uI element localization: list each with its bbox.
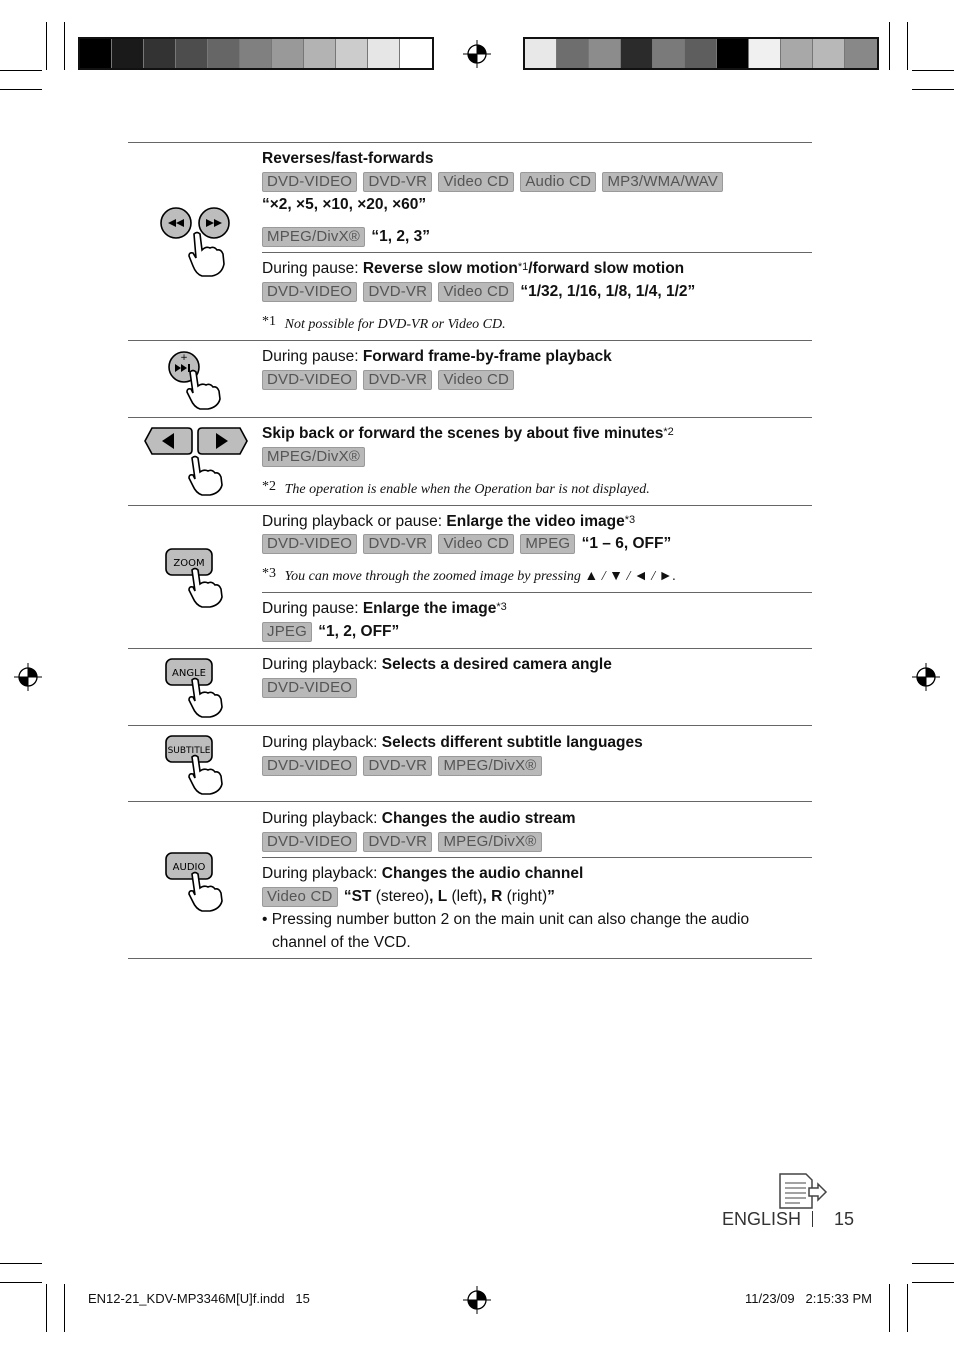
tag-dvd-vr: DVD-VR [363, 282, 432, 302]
color-swatch [208, 39, 240, 68]
subtitle-button-label: SUBTITLE [167, 746, 211, 756]
registration-mark-icon [463, 1286, 491, 1314]
frame-advance-button-icon [164, 348, 230, 410]
footnote-text: Not possible for DVD-VR or Video CD. [284, 317, 506, 332]
color-swatch [144, 39, 176, 68]
table-sub-rule [262, 252, 812, 253]
table-rule [128, 505, 812, 506]
color-swatch [813, 39, 845, 68]
left-right-arrow-buttons-icon [144, 426, 248, 496]
table-sub-rule [262, 592, 812, 593]
format-tags [262, 534, 671, 554]
color-swatch [621, 39, 653, 68]
color-swatch [717, 39, 749, 68]
footnote-ref: *3 [624, 514, 636, 526]
footer-divider [812, 1211, 813, 1227]
color-swatch [272, 39, 304, 68]
color-swatch [653, 39, 685, 68]
color-swatch [749, 39, 781, 68]
tag-dvd-vr: DVD-VR [363, 534, 432, 554]
channel-values [262, 887, 555, 907]
tag-video-cd: Video CD [262, 887, 338, 907]
color-calibration-bar-left [78, 37, 434, 70]
tag-video-cd: Video CD [438, 282, 514, 302]
crop-mark [889, 22, 890, 70]
crop-mark [912, 70, 954, 71]
value-right: (right) [502, 888, 548, 905]
row-description [262, 655, 612, 675]
zoom-button-icon [164, 546, 230, 608]
tag-audio-cd: Audio CD [520, 172, 596, 192]
tag-dvd-vr: DVD-VR [363, 370, 432, 390]
bullet-note-continued: channel of the VCD. [272, 934, 411, 951]
row-title: Forward frame-by-frame playback [362, 348, 612, 365]
color-swatch [781, 39, 813, 68]
pause-description [262, 259, 684, 279]
crop-mark [912, 1263, 954, 1264]
footnote-index: *1 [262, 314, 276, 329]
zoom-values: “1 – 6, OFF” [581, 535, 672, 552]
table-rule [128, 958, 812, 959]
tag-video-cd: Video CD [438, 172, 514, 192]
format-tags [262, 447, 367, 467]
format-tags [262, 282, 695, 302]
pause-title: /forward slow motion [528, 260, 685, 277]
tag-jpeg: JPEG [262, 622, 312, 642]
footnote-text: The operation is enable when the Operation bar is not displayed. [284, 482, 650, 497]
crop-mark [907, 22, 908, 70]
row-title: Changes the audio stream [381, 810, 576, 827]
tag-mpeg-divx: MPEG/DivX® [438, 832, 541, 852]
table-rule [128, 801, 812, 802]
prefix: During pause: [262, 600, 363, 617]
crop-mark [64, 1284, 65, 1332]
crop-mark [0, 89, 42, 90]
row-description [262, 512, 635, 532]
footnote-index: *3 [262, 566, 276, 581]
tag-video-cd: Video CD [438, 534, 514, 554]
row-title: Selects different subtitle languages [381, 734, 643, 751]
footnote-index: *2 [262, 479, 276, 494]
prefix: During playback: [262, 810, 382, 827]
color-swatch [557, 39, 589, 68]
row-title: Enlarge the video image [446, 513, 625, 530]
audio-button-label: AUDIO [172, 862, 206, 873]
angle-button-label: ANGLE [172, 668, 206, 679]
value-st: “ST [343, 888, 372, 905]
prefix: During playback: [262, 734, 382, 751]
table-rule [128, 340, 812, 341]
footnote [262, 566, 676, 587]
tag-dvd-vr: DVD-VR [363, 172, 432, 192]
channel-title: Changes the audio channel [381, 865, 584, 882]
crop-mark [912, 89, 954, 90]
prefix: During pause: [262, 348, 363, 365]
tag-mpeg-divx: MPEG/DivX® [262, 447, 365, 467]
tag-mpeg-divx: MPEG/DivX® [262, 227, 365, 247]
table-rule [128, 648, 812, 649]
row-description [262, 347, 612, 367]
color-swatch [112, 39, 144, 68]
subtitle-button-icon [164, 733, 230, 795]
tag-dvd-video: DVD-VIDEO [262, 756, 357, 776]
color-swatch [400, 39, 432, 68]
reverse-forward-buttons-icon [156, 204, 236, 278]
value-l: , L [429, 888, 448, 905]
pause-title: Reverse slow motion [362, 260, 518, 277]
table-sub-rule [262, 857, 812, 858]
crop-mark [46, 1284, 47, 1332]
color-calibration-bar-right [523, 37, 879, 70]
zoom-values: “1, 2, OFF” [318, 623, 400, 640]
crop-mark [46, 22, 47, 70]
row-description [262, 809, 576, 829]
format-tags [262, 172, 725, 192]
tag-dvd-vr: DVD-VR [363, 832, 432, 852]
color-swatch [304, 39, 336, 68]
tag-dvd-vr: DVD-VR [363, 756, 432, 776]
prefix: During pause: [262, 260, 363, 277]
crop-mark [889, 1284, 890, 1332]
bullet-note: • Pressing number button 2 on the main unit can also change the audio [262, 911, 750, 928]
color-swatch [336, 39, 368, 68]
footnote [262, 314, 506, 335]
registration-mark-icon [14, 663, 42, 691]
row-description [262, 733, 643, 753]
registration-mark-icon [463, 40, 491, 68]
table-rule [128, 142, 812, 143]
footnote-ref: *2 [663, 426, 674, 438]
format-tags [262, 678, 359, 698]
timestamp: 11/23/09 2:15:33 PM [745, 1291, 872, 1306]
registration-mark-icon [912, 663, 940, 691]
color-swatch [589, 39, 621, 68]
angle-button-icon [164, 656, 230, 718]
footnote-ref: *1 [517, 261, 529, 273]
channel-description [262, 864, 583, 884]
tag-mpeg: MPEG [520, 534, 575, 554]
pause-description [262, 599, 507, 619]
tag-dvd-video: DVD-VIDEO [262, 678, 357, 698]
value-r: , R [482, 888, 503, 905]
row-description [262, 424, 674, 444]
row-title: Selects a desired camera angle [381, 656, 612, 673]
color-swatch [80, 39, 112, 68]
tag-dvd-video: DVD-VIDEO [262, 534, 357, 554]
language-label: ENGLISH [722, 1209, 802, 1229]
audio-button-icon [164, 850, 230, 912]
color-swatch [525, 39, 557, 68]
crop-mark [0, 1282, 42, 1283]
row-title: Reverses/fast-forwards [262, 150, 434, 167]
footnote [262, 479, 650, 500]
slow-values: “1/32, 1/16, 1/8, 1/4, 1/2” [520, 283, 696, 300]
prefix: During playback or pause: [262, 513, 447, 530]
format-tags [262, 622, 399, 642]
prefix: During playback: [262, 865, 382, 882]
table-rule [128, 725, 812, 726]
tag-mpeg-divx: MPEG/DivX® [438, 756, 541, 776]
table-rule [128, 417, 812, 418]
footnote-text: You can move through the zoomed image by pressing ▲ / ▼ / ◄ / ►. [284, 569, 677, 584]
format-tags [262, 227, 430, 247]
crop-mark [0, 1263, 42, 1264]
color-swatch [176, 39, 208, 68]
tag-dvd-video: DVD-VIDEO [262, 172, 357, 192]
crop-mark [0, 70, 42, 71]
value-stereo: (stereo) [371, 888, 430, 905]
page-number: 15 [834, 1209, 855, 1229]
prefix: During playback: [262, 656, 382, 673]
color-swatch [240, 39, 272, 68]
tag-video-cd: Video CD [438, 370, 514, 390]
speed-values: “×2, ×5, ×10, ×20, ×60” [262, 196, 427, 213]
color-swatch [368, 39, 400, 68]
tag-mp3: MP3/WMA/WAV [602, 172, 723, 192]
tag-dvd-video: DVD-VIDEO [262, 832, 357, 852]
zoom-button-label: ZOOM [173, 558, 205, 569]
pause-title: Enlarge the image [362, 600, 497, 617]
tag-dvd-video: DVD-VIDEO [262, 370, 357, 390]
svg-text:+: + [180, 353, 188, 363]
footnote-ref: *3 [496, 601, 507, 613]
format-tags [262, 832, 544, 852]
value-close: ” [547, 888, 555, 905]
tag-dvd-video: DVD-VIDEO [262, 282, 357, 302]
speed-values: “1, 2, 3” [371, 228, 430, 245]
color-swatch [685, 39, 717, 68]
document-next-icon [776, 1172, 828, 1212]
row-title: Skip back or forward the scenes by about five minutes [262, 425, 664, 442]
color-swatch [845, 39, 877, 68]
value-left: (left) [447, 888, 483, 905]
crop-mark [907, 1284, 908, 1332]
format-tags [262, 756, 544, 776]
crop-mark [912, 1282, 954, 1283]
crop-mark [64, 22, 65, 70]
format-tags [262, 370, 516, 390]
file-info: EN12-21_KDV-MP3346M[U]f.indd 15 [88, 1291, 310, 1306]
